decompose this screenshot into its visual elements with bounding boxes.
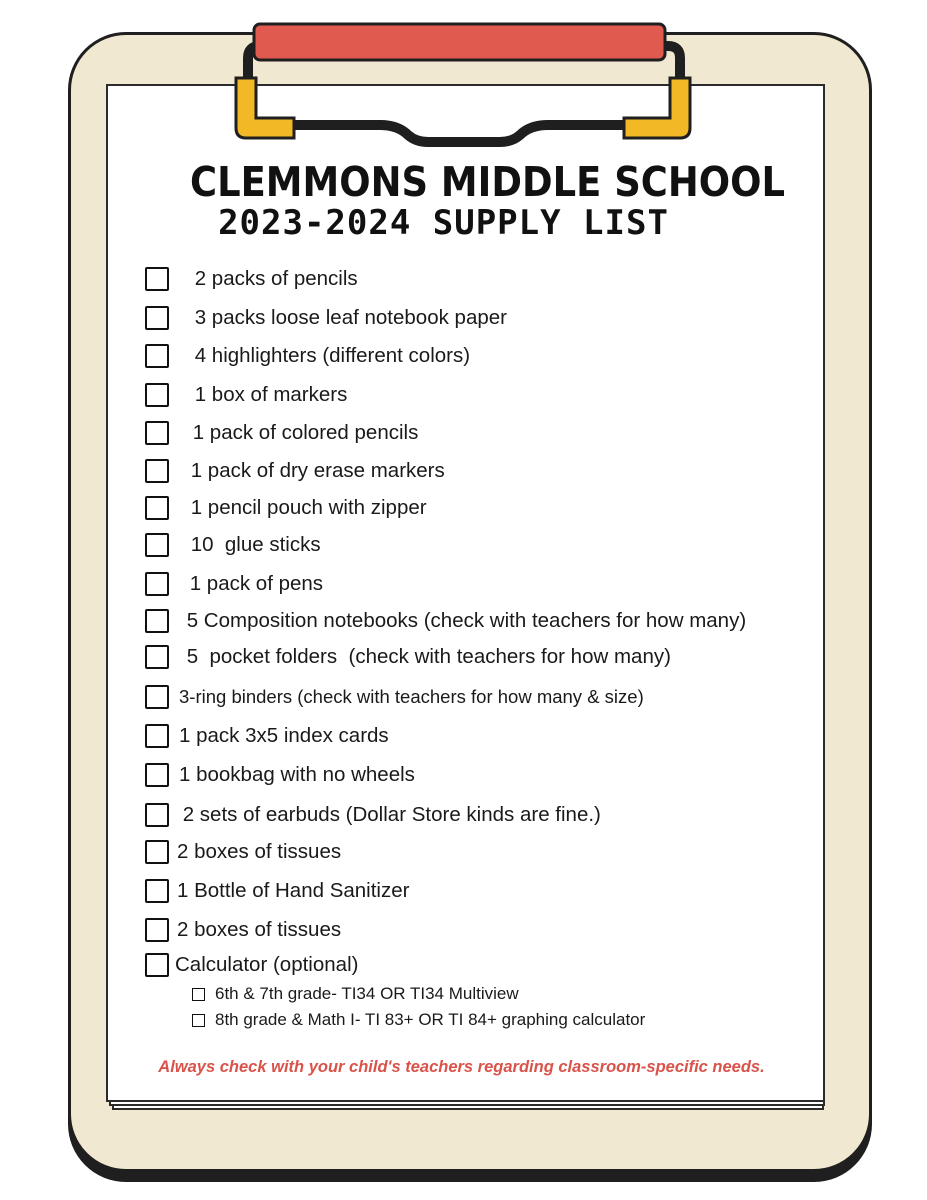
item-label: 1 pencil pouch with zipper [185,496,427,519]
calculator-option-label: 8th grade & Math I- TI 83+ OR TI 84+ graphing calculator [215,1010,646,1029]
checkbox[interactable] [145,609,169,633]
checkbox[interactable] [145,533,169,557]
checkbox[interactable] [145,383,169,407]
clip-right-hook [624,78,690,138]
list-item [145,380,347,410]
checkbox[interactable] [145,496,169,520]
list-item [145,837,341,867]
list-item [145,721,389,751]
list-item [145,876,409,906]
list-item [145,760,415,790]
item-label: 1 pack 3x5 index cards [179,724,389,747]
item-label: 1 bookbag with no wheels [179,763,415,786]
calculator-option [192,1009,645,1031]
item-label: 2 boxes of tissues [177,918,342,941]
item-label: 2 packs of pencils [189,267,358,290]
list-item [145,642,671,672]
item-label: 2 sets of earbuds (Dollar Store kinds are fine.) [177,803,601,826]
list-item [145,530,321,560]
item-label: 3-ring binders (check with teachers for how many & size) [179,686,644,707]
checkbox[interactable] [145,421,169,445]
footer-note: Always check with your child's teachers regarding classroom-specific needs. [158,1058,765,1076]
item-label: 5 pocket folders (check with teachers for how many) [181,645,671,668]
checkbox[interactable] [145,879,169,903]
list-item [145,915,341,945]
checkbox[interactable] [145,344,169,368]
checkbox[interactable] [145,840,169,864]
item-label: 1 pack of colored pencils [187,421,419,444]
clip-red-bar [254,24,665,60]
checkbox[interactable] [145,572,169,596]
checkbox[interactable] [145,459,169,483]
checkbox[interactable] [145,685,169,709]
checkbox[interactable] [145,724,169,748]
checkbox[interactable] [145,645,169,669]
list-item [145,800,601,830]
calculator-option-checkbox[interactable] [192,1014,205,1027]
list-item [145,341,470,371]
item-label: 5 Composition notebooks (check with teachers for how many) [181,609,747,632]
list-item [145,456,445,486]
list-item [145,606,746,636]
item-label: 2 boxes of tissues [177,840,342,863]
clipboard-clip [0,0,927,160]
list-item [145,493,427,523]
list-item [145,569,323,599]
list-item [145,418,418,448]
item-label: 1 Bottle of Hand Sanitizer [177,879,410,902]
school-title: CLEMMONS MIDDLE SCHOOL [190,158,785,206]
checkbox[interactable] [145,953,169,977]
checkbox[interactable] [145,763,169,787]
list-item [145,950,358,980]
item-label: Calculator (optional) [175,953,359,976]
calculator-option [192,983,519,1005]
item-label: 1 box of markers [189,383,348,406]
item-label: 3 packs loose leaf notebook paper [189,306,507,329]
item-label: 4 highlighters (different colors) [189,344,471,367]
list-item [145,303,507,333]
item-label: 10 glue sticks [185,533,321,556]
list-item [145,682,644,712]
item-label: 1 pack of pens [184,572,324,595]
list-item [145,264,358,294]
checkbox[interactable] [145,306,169,330]
list-subtitle: 2023-2024 SUPPLY LIST [218,203,669,243]
checkbox[interactable] [145,918,169,942]
clip-left-hook [236,78,294,138]
checkbox[interactable] [145,267,169,291]
calculator-option-checkbox[interactable] [192,988,205,1001]
checkbox[interactable] [145,803,169,827]
calculator-option-label: 6th & 7th grade- TI34 OR TI34 Multiview [215,984,519,1003]
item-label: 1 pack of dry erase markers [185,459,445,482]
